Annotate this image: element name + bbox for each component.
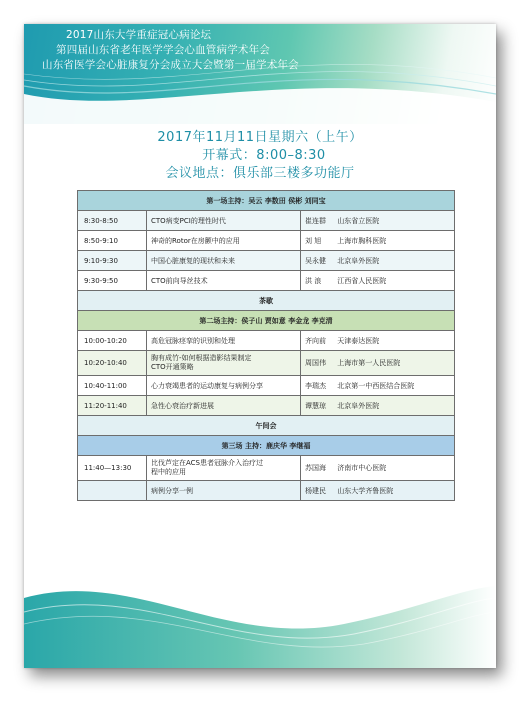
table-row: 11:20-11:40 急性心衰治疗新进展 谭慧琼 北京阜外医院: [78, 396, 455, 416]
table-row: 8:50-9:10 神奇的Rotor在房颤中的应用 刘 旭 上海市胸科医院: [78, 231, 455, 251]
speaker-org: 山东省立医院: [337, 216, 380, 225]
speaker-org: 北京第一中西医结合医院: [337, 381, 415, 390]
table-row: 9:10-9:30 中国心脏康复的现状和未来 吴永健 北京阜外医院: [78, 251, 455, 271]
speaker-org: 上海市第一人民医院: [337, 359, 401, 367]
schedule-table: [77, 190, 455, 501]
banner-title-3: 山东省医学会心脏康复分会成立大会暨第一届学术年会: [42, 59, 299, 71]
session-1-header: 第一场主持：吴云 李数田 侯彬 刘同宝: [78, 191, 455, 211]
session-3-header: 第三场 主持：鹿庆华 李继福: [78, 436, 455, 456]
speaker-name: 崔连群: [305, 216, 326, 225]
speaker-org: 北京阜外医院: [337, 256, 380, 265]
speaker-org: 江西省人民医院: [337, 276, 387, 285]
speaker-org: 济南市中心医院: [337, 464, 387, 472]
speaker-name: 吴永健: [305, 256, 326, 265]
table-row: 10:20-10:40 胸有成竹-如何根据造影结果制定 CTO开通策略 周国伟 上海市第一人民医院: [78, 351, 455, 376]
banner-title-2: 第四届山东省老年医学学会心血管病学术年会: [56, 44, 270, 56]
table-row: 10:00-10:20 高危冠脉痉挛的识别和处理 齐向前 天津泰达医院: [78, 331, 455, 351]
speaker-name: 齐向前: [305, 336, 326, 345]
speaker-name: 谭慧琼: [305, 401, 326, 410]
speaker-org: 天津泰达医院: [337, 336, 380, 345]
speaker-name: 周国伟: [305, 359, 326, 367]
speaker-name: 刘 旭: [305, 236, 322, 245]
speaker-org: 北京阜外医院: [337, 401, 380, 410]
speaker-name: 李瑞杰: [305, 381, 326, 390]
table-row: 11:40—13:30 比伐芦定在ACS患者冠脉介入治疗过 程中的应用 苏国海 济南市中心医院: [78, 456, 455, 481]
decorative-footer-wave: [24, 528, 496, 668]
header-banner: [24, 24, 496, 124]
meeting-venue: 会议地点：俱乐部三楼多功能厅: [165, 166, 355, 181]
speaker-name: 洪 浪: [305, 276, 322, 285]
speaker-name: 苏国海: [305, 464, 326, 472]
speaker-org: 山东大学齐鲁医院: [337, 486, 394, 495]
table-row: 病例分享一例 杨建民 山东大学齐鲁医院: [78, 481, 455, 501]
lunch-break-row: 午间会: [78, 416, 455, 436]
banner-title-1: 2017山东大学重症冠心病论坛: [66, 29, 212, 41]
table-row: 9:30-9:50 CTO前向导丝技术 洪 浪 江西省人民医院: [78, 271, 455, 291]
program-sheet: [24, 24, 496, 668]
meeting-date: 2017年11月11日星期六（上午）: [157, 130, 363, 145]
tea-break-row: 茶歇: [78, 291, 455, 311]
speaker-org: 上海市胸科医院: [337, 236, 387, 245]
opening-time: 开幕式：8:00–8:30: [202, 148, 326, 163]
session-2-header: 第二场主持：侯子山 贾如意 李金龙 李克清: [78, 311, 455, 331]
table-row: 8:30-8:50 CTO病变PCI的理性时代 崔连群 山东省立医院: [78, 211, 455, 231]
table-row: 10:40-11:00 心力衰竭患者的运动康复与病例分享 李瑞杰 北京第一中西医结合医院: [78, 376, 455, 396]
speaker-name: 杨建民: [305, 486, 326, 495]
